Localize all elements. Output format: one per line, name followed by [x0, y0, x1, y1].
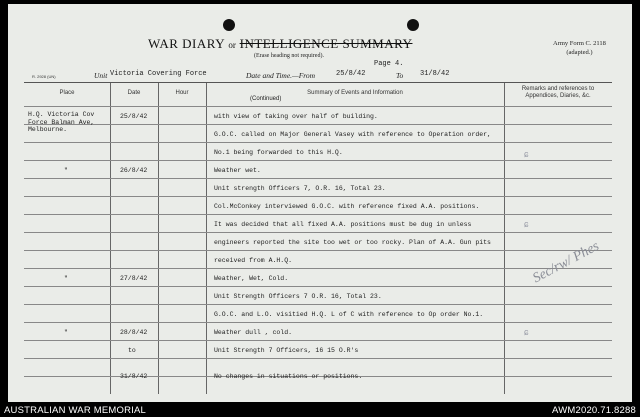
column-divider	[158, 83, 159, 394]
summary-cell: Unit Strength 7 Officers, 16 15 O.R's	[214, 347, 359, 354]
column-header-summary: Summary of Events and Information	[307, 90, 403, 96]
margin-mark: ɕ	[524, 149, 529, 159]
footer-institution: AUSTRALIAN WAR MEMORIAL	[4, 405, 147, 416]
row-line	[24, 124, 612, 125]
column-divider	[504, 83, 505, 394]
row-line	[24, 196, 612, 197]
unit-value: Victoria Covering Force	[110, 70, 207, 78]
form-title	[148, 36, 448, 52]
army-form-line1: Army Form C. 2118	[553, 40, 606, 47]
column-header-hour: Hour	[175, 90, 189, 96]
row-line	[24, 304, 612, 305]
summary-cell: with view of taking over half of building.	[214, 113, 378, 120]
margin-mark: ɕ	[524, 327, 529, 337]
footer-bar	[0, 402, 640, 417]
place-ditto: "	[64, 167, 68, 174]
date-cell: 28/8/42	[120, 329, 148, 336]
place-ditto: "	[64, 275, 68, 282]
page-number: Page 4.	[374, 60, 404, 68]
date-cell: 31/8/42	[120, 373, 148, 380]
summary-cell: No changes in situations or positions.	[214, 373, 363, 380]
unit-label: Unit	[94, 71, 108, 80]
row-line	[24, 322, 612, 323]
summary-cell: Unit Strength Officers 7 O.R. 16, Total 23.	[214, 293, 382, 300]
summary-cell: Weather wet.	[214, 167, 261, 174]
summary-cell: Weather dull , cold.	[214, 329, 293, 336]
column-header-place: Place	[59, 90, 75, 96]
punch-hole	[223, 19, 235, 31]
summary-cell: G.O.C. called on Major General Vasey with reference to Operation order,	[214, 131, 491, 138]
row-line	[24, 106, 612, 107]
place-cell: H.Q. Victoria Cov Force Balman Ave, Melbourne.	[28, 111, 95, 133]
summary-cell: engineers reported the site too wet or too rocky. Plan of A.A. Gun pits	[214, 239, 491, 246]
continued-note: (Continued)	[250, 96, 282, 102]
date-cell: 27/8/42	[120, 275, 148, 282]
row-line	[24, 232, 612, 233]
title-struck-intelligence: INTELLIGENCE SUMMARY	[239, 36, 413, 51]
to-label: To	[396, 71, 404, 80]
footer-accession-number: AWM2020.71.8288	[552, 405, 636, 416]
date-cell: 25/8/42	[120, 113, 148, 120]
row-line	[24, 286, 612, 287]
title-war-diary: WAR DIARY	[148, 36, 225, 51]
form-reference: R. 2928 (UN)	[32, 74, 56, 79]
summary-cell: It was decided that all fixed A.A. positions must be dug in unless	[214, 221, 472, 228]
diary-table	[24, 82, 612, 394]
row-line	[24, 268, 612, 269]
date-from: 25/8/42	[336, 70, 366, 78]
place-ditto: "	[64, 329, 68, 336]
row-line	[24, 178, 612, 179]
summary-cell: No.1 being forwarded to this H.Q.	[214, 149, 343, 156]
army-form-line2: (adapted.)	[566, 49, 593, 56]
summary-cell: G.O.C. and L.O. visitied H.Q. L of C with reference to Op order No.1.	[214, 311, 484, 318]
remarks-handwriting: Sec/rw/ Phes	[530, 238, 602, 287]
row-line	[24, 160, 612, 161]
row-line	[24, 214, 612, 215]
column-divider	[110, 83, 111, 394]
column-divider	[206, 83, 207, 394]
row-line	[24, 250, 612, 251]
column-header-remarks: Remarks and references to Appendices, Diaries, &c.	[521, 86, 595, 99]
margin-mark: ɕ	[524, 219, 529, 229]
army-form-number	[553, 39, 606, 57]
erase-note: (Erase heading not required).	[254, 53, 324, 59]
title-or: or	[228, 40, 236, 50]
column-header-date: Date	[127, 90, 141, 96]
date-cell: to	[128, 347, 136, 354]
date-cell: 26/8/42	[120, 167, 148, 174]
summary-cell: Unit strength Officers 7, O.R. 16, Total 23.	[214, 185, 386, 192]
date-to: 31/8/42	[420, 70, 450, 78]
row-line	[24, 340, 612, 341]
row-line	[24, 142, 612, 143]
row-line	[24, 358, 612, 359]
summary-cell: Weather, Wet, Cold.	[214, 275, 289, 282]
date-label: Date and Time.—From	[246, 71, 316, 80]
summary-cell: received from A.H.Q.	[214, 257, 293, 264]
summary-cell: Col.McConkey interviewed G.O.C. with reference fixed A.A. positions.	[214, 203, 480, 210]
punch-hole	[407, 19, 419, 31]
